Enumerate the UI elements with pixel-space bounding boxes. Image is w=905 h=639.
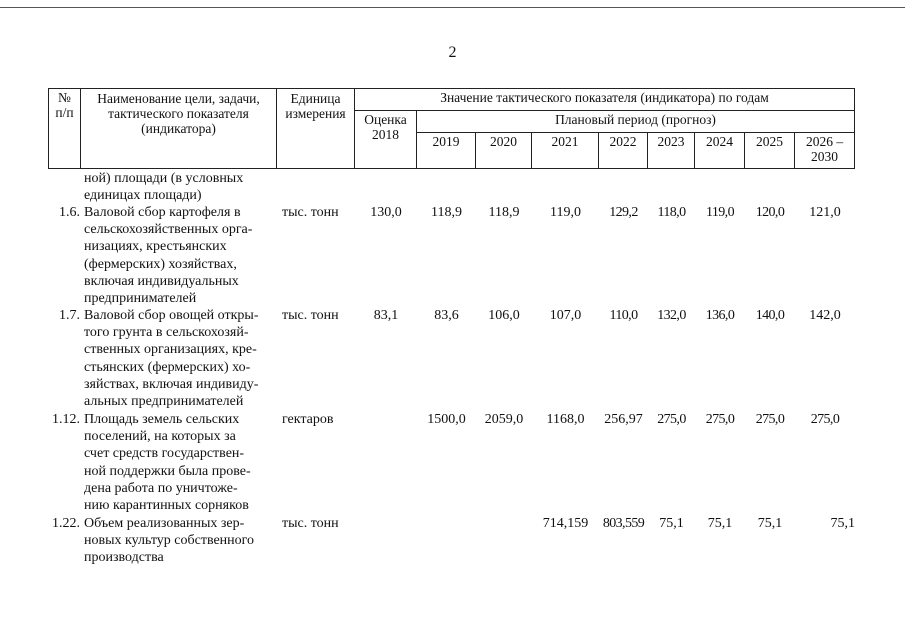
- desc-line: счет средств государствен-: [84, 446, 245, 462]
- desc-line: Объем реализованных зер-: [84, 516, 245, 531]
- value-cell: 118,9: [431, 205, 462, 220]
- desc-line: Валовой сбор овощей откры-: [84, 308, 259, 323]
- value-cell: 142,0: [809, 308, 841, 323]
- continuation-line: единицах площади): [84, 188, 202, 204]
- value-cell: 1168,0: [546, 412, 585, 427]
- value-cell: 118,0: [657, 205, 686, 220]
- value-cell: 121,0: [809, 205, 841, 220]
- value-cell: 75,1: [659, 516, 684, 531]
- header-year: 2019: [417, 133, 476, 169]
- value-cell: 107,0: [549, 308, 582, 323]
- value-cell: 803,559: [602, 516, 645, 531]
- value-cell: 2059,0: [484, 412, 524, 427]
- header-year: 2022: [599, 133, 648, 169]
- value-cell: 136,0: [705, 308, 735, 323]
- desc-line: новых культур собственного: [84, 533, 255, 549]
- value-cell: 275,0: [705, 412, 735, 427]
- desc-line: зяйствах, включая индивиду-: [84, 376, 259, 392]
- row-unit: гектаров: [282, 412, 334, 427]
- desc-line: ной поддержки была прове-: [84, 463, 251, 479]
- row-number: 1.12.: [52, 412, 80, 427]
- header-plan: Плановый период (прогноз): [417, 111, 855, 133]
- desc-line: стьянских (фермерских) хо-: [84, 359, 251, 375]
- table-header: [48, 88, 855, 169]
- desc-line: альных предпринимателей: [84, 394, 244, 410]
- header-year: 2024: [695, 133, 745, 169]
- value-cell: 140,0: [755, 308, 785, 323]
- desc-line: (фермерских) хозяйствах,: [84, 256, 237, 272]
- desc-line: производства: [84, 550, 164, 566]
- value-cell: 714,159: [542, 516, 589, 531]
- header-year: 2021: [532, 133, 599, 169]
- row-unit: тыс. тонн: [282, 308, 339, 323]
- desc-line: дена работа по уничтоже-: [84, 480, 238, 496]
- value-cell: 275,0: [810, 412, 840, 427]
- value-cell: 118,9: [488, 205, 520, 220]
- value-cell: 120,0: [755, 205, 785, 220]
- value-cell: 256,97: [604, 412, 643, 427]
- desc-line: ственных организациях, кре-: [84, 342, 257, 358]
- desc-line: того грунта в сельскохозяй-: [84, 325, 249, 341]
- header-year: 2023: [648, 133, 695, 169]
- header-name: Наименование цели, задачи, тактического показателя (индикатора): [81, 89, 277, 169]
- value-cell: 75,1: [707, 516, 733, 531]
- continuation-line: ной) площади (в условных: [84, 171, 244, 186]
- row-description: [84, 515, 311, 567]
- value-cell: 110,0: [609, 308, 638, 323]
- row-number: 1.22.: [52, 516, 80, 531]
- desc-line: сельскохозяйственных орга-: [84, 222, 253, 238]
- header-estimate: Оценка 2018: [355, 111, 417, 169]
- continuation-text: [84, 170, 311, 204]
- header-year: 2020: [476, 133, 532, 169]
- header-values: Значение тактического показателя (индикатора) по годам: [355, 89, 855, 111]
- row-description: [84, 411, 311, 514]
- desc-line: нию карантинных сорняков: [84, 498, 249, 514]
- header-year: 2025: [745, 133, 795, 169]
- value-cell: 275,0: [755, 412, 785, 427]
- header-unit: Единица измерения: [277, 89, 355, 169]
- row-unit: тыс. тонн: [282, 205, 339, 220]
- value-cell: 1500,0: [427, 412, 466, 427]
- value-cell: 106,0: [488, 308, 520, 323]
- value-cell: 275,0: [657, 412, 686, 427]
- desc-line: поселений, на которых за: [84, 429, 236, 445]
- value-cell: 75,1: [830, 516, 855, 531]
- desc-line: низациях, крестьянских: [84, 239, 227, 255]
- top-border-line: [0, 7, 905, 8]
- desc-line: предпринимателей: [84, 291, 197, 307]
- desc-line: включая индивидуальных: [84, 273, 239, 289]
- row-number: 1.7.: [59, 308, 80, 323]
- value-cell: 132,0: [657, 308, 686, 323]
- value-cell: 119,0: [706, 205, 734, 220]
- value-cell: 83,1: [373, 308, 399, 323]
- desc-line: Площадь земель сельских: [84, 412, 240, 427]
- header-year: 2026 – 2030: [795, 133, 855, 169]
- value-cell: 130,0: [370, 205, 402, 220]
- value-cell: 83,6: [434, 308, 459, 323]
- row-description: [84, 204, 311, 307]
- value-cell: 75,1: [757, 516, 783, 531]
- header-num: № п/п: [49, 89, 81, 169]
- row-unit: тыс. тонн: [282, 516, 339, 531]
- value-cell: 119,0: [550, 205, 581, 220]
- row-description: [84, 307, 311, 410]
- desc-line: Валовой сбор картофеля в: [84, 205, 241, 220]
- value-cell: 129,2: [609, 205, 638, 220]
- page-number: 2: [448, 44, 457, 61]
- row-number: 1.6.: [59, 205, 80, 220]
